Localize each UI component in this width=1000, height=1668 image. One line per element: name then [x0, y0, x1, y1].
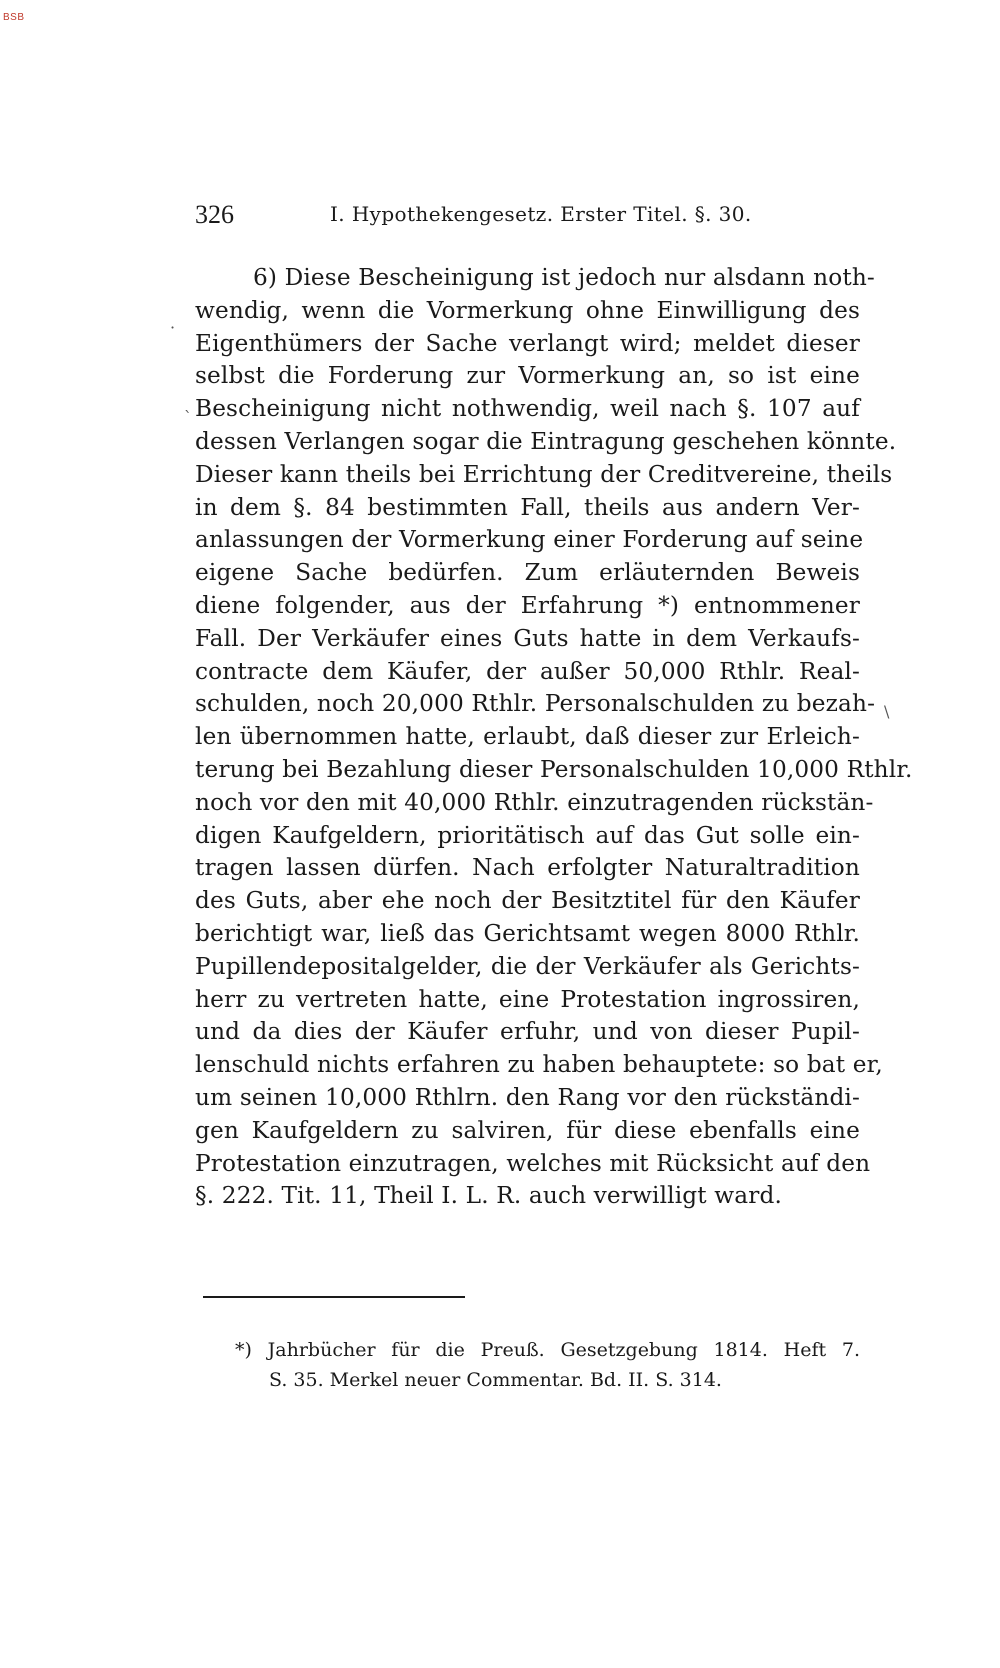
text-line: §. 222. Tit. 11, Theil I. L. R. auch verwilligt ward.: [195, 1182, 783, 1210]
text-line: anlassungen der Vormerkung einer Forderung auf seine: [195, 526, 864, 554]
text-line: tragen lassen dürfen. Nach erfolgter Naturaltradition: [195, 854, 860, 882]
main-paragraph: [195, 262, 913, 1213]
margin-speck: `: [184, 408, 192, 427]
text-line: schulden, noch 20,000 Rthlr. Personalschulden zu bezah-: [195, 690, 876, 718]
text-line: contracte dem Käufer, der außer 50,000 Rthlr. Real-: [195, 657, 860, 685]
text-line: digen Kaufgeldern, prioritätisch auf das Gut solle ein-: [195, 821, 860, 849]
library-watermark: BSB: [3, 12, 25, 23]
text-line: terung bei Bezahlung dieser Personalschulden 10,000 Rthlr.: [195, 755, 913, 783]
book-page: [195, 200, 913, 1213]
footnote-separator-rule: [203, 1296, 465, 1298]
text-line: len übernommen hatte, erlaubt, daß dieser zur Erleich-: [195, 723, 860, 751]
footnote: [235, 1335, 860, 1395]
text-line: Eigenthümers der Sache verlangt wird; meldet dieser: [195, 329, 860, 357]
text-line: des Guts, aber ehe noch der Besitztitel für den Käufer: [195, 887, 860, 915]
margin-speck: \: [884, 702, 890, 721]
margin-speck: ·: [170, 318, 176, 337]
footnote-line: S. 35. Merkel neuer Commentar. Bd. II. S. 314.: [269, 1369, 722, 1391]
running-head: [195, 200, 860, 240]
text-line: wendig, wenn die Vormerkung ohne Einwilligung des: [195, 296, 860, 324]
page-number: 326: [195, 200, 234, 229]
text-line: um seinen 10,000 Rthlrn. den Rang vor den rückständi-: [195, 1083, 860, 1111]
text-line: Protestation einzutragen, welches mit Rücksicht auf den: [195, 1149, 871, 1177]
text-line: in dem §. 84 bestimmten Fall, theils aus andern Ver-: [195, 493, 860, 521]
text-line: Dieser kann theils bei Errichtung der Creditvereine, theils: [195, 460, 893, 488]
text-line: 6) Diese Bescheinigung ist jedoch nur alsdann noth-: [253, 264, 875, 291]
text-line: diene folgender, aus der Erfahrung *) entnommener: [195, 591, 860, 619]
text-line: noch vor den mit 40,000 Rthlr. einzutragenden rückstän-: [195, 788, 874, 816]
footnote-line: *) Jahrbücher für die Preuß. Gesetzgebung 1814. Heft 7.: [235, 1339, 860, 1361]
text-line: selbst die Forderung zur Vormerkung an, so ist eine: [195, 362, 860, 390]
text-line: lenschuld nichts erfahren zu haben behauptete: so bat er,: [195, 1051, 883, 1079]
text-line: dessen Verlangen sogar die Eintragung geschehen könnte.: [195, 427, 897, 455]
text-line: berichtigt war, ließ das Gerichtsamt wegen 8000 Rthlr.: [195, 919, 860, 947]
text-line: Bescheinigung nicht nothwendig, weil nach §. 107 auf: [195, 395, 860, 423]
text-line: herr zu vertreten hatte, eine Protestation ingrossiren,: [195, 985, 860, 1013]
running-head-title: I. Hypothekengesetz. Erster Titel. §. 30.: [330, 202, 752, 226]
text-line: und da dies der Käufer erfuhr, und von dieser Pupil-: [195, 1018, 860, 1046]
text-line: Fall. Der Verkäufer eines Guts hatte in dem Verkaufs-: [195, 624, 860, 652]
text-line: Pupillendepositalgelder, die der Verkäufer als Gerichts-: [195, 952, 860, 980]
text-line: eigene Sache bedürfen. Zum erläuternden Beweis: [195, 559, 860, 587]
text-line: gen Kaufgeldern zu salviren, für diese ebenfalls eine: [195, 1116, 860, 1144]
